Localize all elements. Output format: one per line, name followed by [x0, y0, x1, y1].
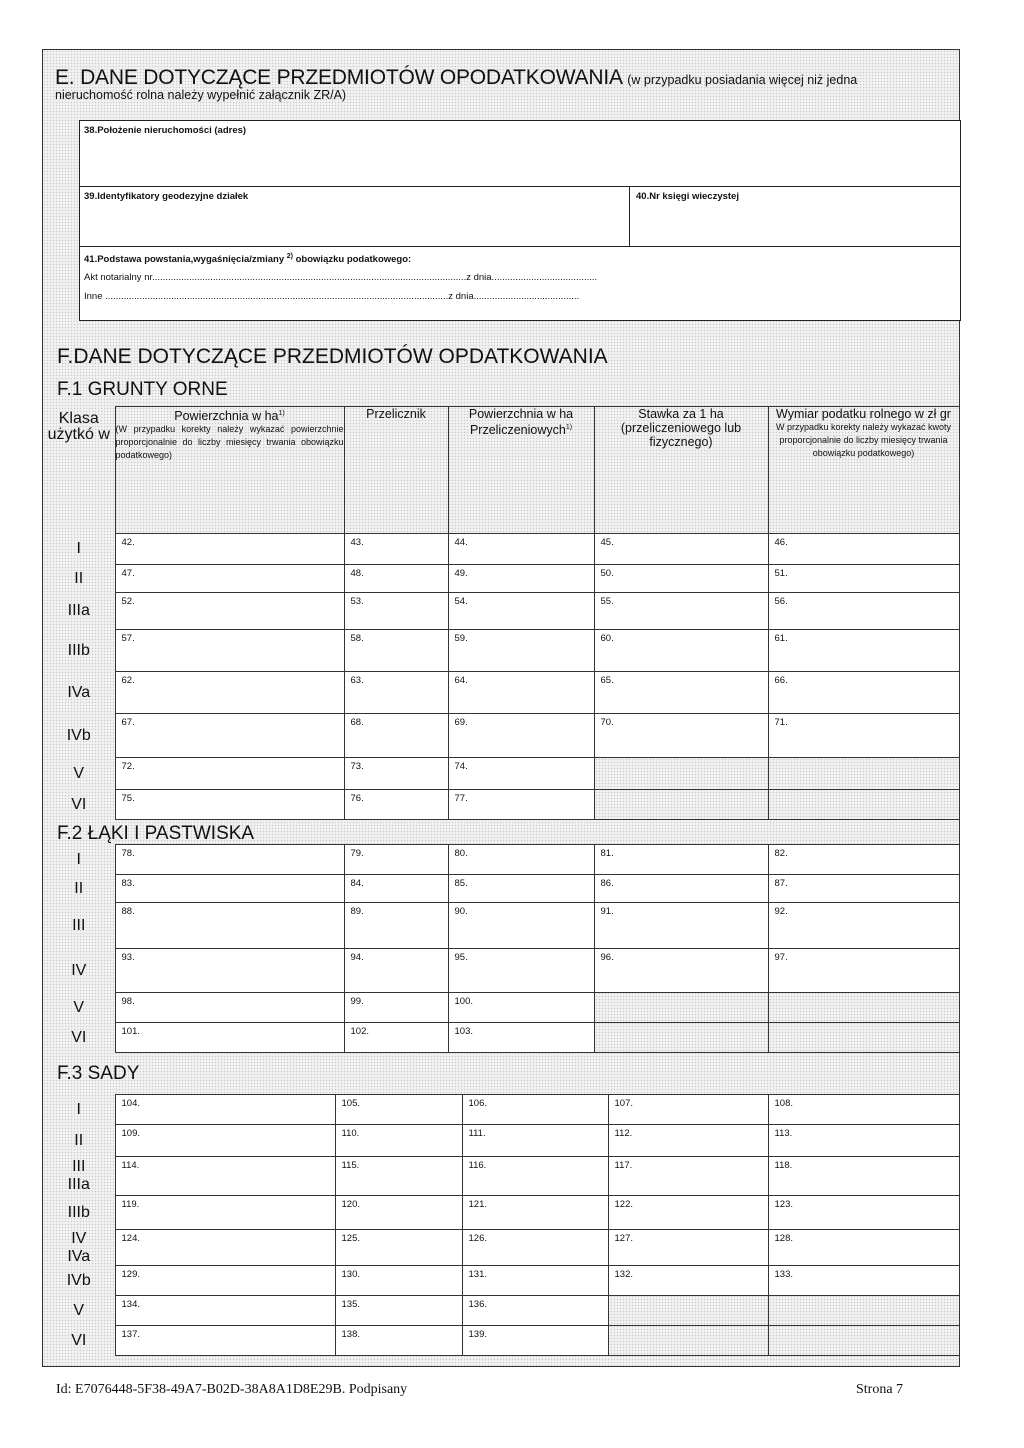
input-cell[interactable]: 120.	[335, 1196, 462, 1230]
klasa-label: III	[72, 916, 86, 934]
input-cell[interactable]: 121.	[462, 1196, 608, 1230]
disabled-cell	[594, 758, 768, 790]
header-stawka-text: Stawka za 1 ha (przeliczeniowego lub fizycznego)	[620, 407, 742, 449]
input-cell[interactable]: 117.	[608, 1157, 768, 1196]
tax-form-page	[42, 49, 960, 1367]
header-powierzchnia-sup: 1)	[278, 410, 285, 417]
input-cell[interactable]: 89.	[344, 903, 448, 949]
input-cell[interactable]: 58.	[344, 630, 448, 672]
input-cell[interactable]: 50.	[594, 565, 768, 593]
input-cell[interactable]: 100.	[448, 993, 594, 1023]
input-cell[interactable]: 78.	[115, 845, 344, 875]
input-cell[interactable]: 123.	[768, 1196, 959, 1230]
disabled-cell	[608, 1326, 768, 1356]
section-e-fields	[79, 120, 961, 321]
disabled-cell	[768, 1296, 959, 1326]
document-id: Id: E7076448-5F38-49A7-B02D-38A8A1D8E29B. Podpisany	[56, 1382, 408, 1397]
input-cell[interactable]: 65.	[594, 672, 768, 714]
input-cell[interactable]: 137.	[115, 1326, 335, 1356]
field-40-box[interactable]	[630, 187, 960, 246]
f1-table	[43, 406, 960, 820]
klasa-label: II	[74, 879, 84, 897]
table-row	[43, 593, 959, 630]
input-cell[interactable]: 42.	[115, 534, 344, 565]
input-cell[interactable]: 107.	[608, 1095, 768, 1125]
input-cell[interactable]: 136.	[462, 1296, 608, 1326]
field-41-label-tail: obowiązku podatkowego:	[295, 254, 412, 266]
input-cell[interactable]: 112.	[608, 1125, 768, 1157]
section-e-subtitle: nieruchomość rolna należy wypełnić załącznik ZR/A)	[55, 88, 347, 102]
table-row	[43, 1296, 959, 1326]
input-cell[interactable]: 86.	[594, 875, 768, 903]
disabled-cell	[594, 993, 768, 1023]
input-cell[interactable]: 110.	[335, 1125, 462, 1157]
input-cell[interactable]: 125.	[335, 1230, 462, 1266]
table-row	[43, 993, 959, 1023]
input-cell[interactable]: 56.	[768, 593, 959, 630]
table-row	[43, 1266, 959, 1296]
header-powierzchnia-text: Powierzchnia w ha	[174, 409, 279, 424]
input-cell[interactable]: 73.	[344, 758, 448, 790]
f1-title: F.1 GRUNTY ORNE	[57, 379, 228, 400]
disabled-cell	[594, 1023, 768, 1053]
input-cell[interactable]: 115.	[335, 1157, 462, 1196]
header-pow-przel-sup: 1)	[565, 424, 573, 431]
input-cell[interactable]: 126.	[462, 1230, 608, 1266]
field-39-box[interactable]	[80, 187, 630, 246]
input-cell[interactable]: 101.	[115, 1023, 344, 1053]
table-row	[43, 949, 959, 993]
table-row	[43, 565, 959, 593]
input-cell[interactable]: 81.	[594, 845, 768, 875]
disabled-cell	[768, 993, 959, 1023]
table-row	[43, 903, 959, 949]
input-cell[interactable]: 127.	[608, 1230, 768, 1266]
input-cell[interactable]: 105.	[335, 1095, 462, 1125]
field-41-label-text: 41.Podstawa powstania,wygaśnięcia/zmiany	[84, 254, 285, 266]
input-cell[interactable]: 131.	[462, 1266, 608, 1296]
input-cell[interactable]: 46.	[768, 534, 959, 565]
disabled-cell	[768, 1023, 959, 1053]
input-cell[interactable]: 102.	[344, 1023, 448, 1053]
akt-notarialny-line[interactable]: Akt notarialny nr.......................................................................................................................z dnia........................................	[84, 272, 598, 283]
input-cell[interactable]: 92.	[768, 903, 959, 949]
input-cell[interactable]: 93.	[115, 949, 344, 993]
input-cell[interactable]: 54.	[448, 593, 594, 630]
table-row	[43, 714, 959, 758]
header-powierzchnia-note: (W przypadku korekty należy wykazać powierzchnie proporcjonalnie do liczby miesięcy trwania obowiązku podatkowego)	[115, 424, 344, 461]
input-cell[interactable]: 118.	[768, 1157, 959, 1196]
input-cell[interactable]: 83.	[115, 875, 344, 903]
header-powierzchnia-title	[116, 407, 344, 423]
input-cell[interactable]: 94.	[344, 949, 448, 993]
f3-table	[43, 1094, 960, 1356]
field-41-box[interactable]	[80, 247, 960, 321]
f2-title: F.2 ŁĄKI I PASTWISKA	[57, 823, 255, 844]
header-powierzchnia	[115, 407, 344, 534]
table-row	[43, 1157, 959, 1196]
page-number: Strona 7	[856, 1382, 904, 1397]
klasa-label: I	[76, 850, 81, 868]
input-cell[interactable]: 61.	[768, 630, 959, 672]
input-cell[interactable]: 111.	[462, 1125, 608, 1157]
input-cell[interactable]: 128.	[768, 1230, 959, 1266]
input-cell[interactable]: 91.	[594, 903, 768, 949]
klasa-label: VI	[71, 795, 87, 813]
header-stawka	[594, 407, 768, 534]
input-cell[interactable]: 113.	[768, 1125, 959, 1157]
disabled-cell	[768, 1326, 959, 1356]
input-cell[interactable]: 130.	[335, 1266, 462, 1296]
input-cell[interactable]: 43.	[344, 534, 448, 565]
table-row	[43, 630, 959, 672]
klasa-label: VI	[71, 1028, 87, 1046]
input-cell[interactable]: 114.	[115, 1157, 335, 1196]
input-cell[interactable]: 116.	[462, 1157, 608, 1196]
input-cell[interactable]: 138.	[335, 1326, 462, 1356]
klasa-label: IIIb	[67, 641, 90, 659]
header-wymiar-text: Wymiar podatku rolnego w zł gr	[776, 407, 951, 421]
input-cell[interactable]: 133.	[768, 1266, 959, 1296]
input-cell[interactable]: 135.	[335, 1296, 462, 1326]
input-cell[interactable]: 85.	[448, 875, 594, 903]
section-f-title: F.DANE DOTYCZĄCE PRZEDMIOTÓW OPDATKOWANIA	[57, 345, 608, 368]
header-pow-przel-text: Powierzchnia w ha Przeliczeniowych	[468, 407, 574, 438]
input-cell[interactable]: 64.	[448, 672, 594, 714]
table-row	[43, 1095, 959, 1125]
klasa-label: V	[73, 764, 85, 782]
input-cell[interactable]: 108.	[768, 1095, 959, 1125]
klasa-label: IIIa	[67, 602, 90, 619]
klasa-label: II	[74, 569, 84, 587]
f2-rows	[43, 845, 959, 1053]
f3-rows	[43, 1095, 959, 1356]
input-cell[interactable]: 132.	[608, 1266, 768, 1296]
klasa-label: III IIIa	[67, 1158, 90, 1193]
input-cell[interactable]: 49.	[448, 565, 594, 593]
inne-line[interactable]: Inne ..................................................................................................................................z dnia........................................	[84, 291, 580, 302]
input-cell[interactable]: 66.	[768, 672, 959, 714]
klasa-label: V	[73, 998, 85, 1016]
klasa-label: IVb	[66, 726, 91, 744]
disabled-cell	[594, 790, 768, 820]
klasa-label: IVb	[66, 1271, 91, 1289]
input-cell[interactable]: 84.	[344, 875, 448, 903]
field-40-label: 40.Nr księgi wieczystej	[636, 191, 739, 202]
field-38-label: 38.Położenie nieruchomości (adres)	[84, 125, 247, 136]
klasa-label: IV	[71, 961, 87, 979]
input-cell[interactable]: 53.	[344, 593, 448, 630]
klasa-label: V	[73, 1301, 85, 1319]
table-row	[43, 790, 959, 820]
field-41-label	[84, 253, 411, 265]
input-cell[interactable]: 97.	[768, 949, 959, 993]
table-row	[43, 1196, 959, 1230]
header-wymiar	[768, 407, 959, 534]
input-cell[interactable]: 90.	[448, 903, 594, 949]
klasa-label: II	[74, 1131, 84, 1149]
input-cell[interactable]: 87.	[768, 875, 959, 903]
field-39-label: 39.Identyfikatory geodezyjne działek	[84, 191, 249, 202]
header-pow-przel-title	[449, 407, 594, 437]
field-41-footnote: 2)	[286, 253, 293, 260]
input-cell[interactable]: 106.	[462, 1095, 608, 1125]
klasa-label: I	[76, 540, 81, 557]
input-cell[interactable]: 80.	[448, 845, 594, 875]
input-cell[interactable]: 52.	[115, 593, 344, 630]
table-row	[43, 672, 959, 714]
f2-table	[43, 844, 960, 1053]
input-cell[interactable]: 109.	[115, 1125, 335, 1157]
input-cell[interactable]: 55.	[594, 593, 768, 630]
klasa-label: VI	[71, 1331, 87, 1349]
header-klasa: Klasa użytkó w	[47, 409, 110, 443]
input-cell[interactable]: 88.	[115, 903, 344, 949]
input-cell[interactable]: 75.	[115, 790, 344, 820]
input-cell[interactable]: 68.	[344, 714, 448, 758]
klasa-label: IV IVa	[67, 1229, 91, 1265]
input-cell[interactable]: 96.	[594, 949, 768, 993]
section-e-title-note: (w przypadku posiadania więcej niż jedna	[627, 73, 858, 87]
input-cell[interactable]: 95.	[448, 949, 594, 993]
table-row	[43, 758, 959, 790]
table-row	[43, 1230, 959, 1266]
input-cell[interactable]: 60.	[594, 630, 768, 672]
klasa-label: I	[76, 1100, 81, 1118]
input-cell[interactable]: 70.	[594, 714, 768, 758]
input-cell[interactable]: 57.	[115, 630, 344, 672]
header-przelicznik	[344, 407, 448, 534]
disabled-cell	[768, 758, 959, 790]
klasa-label: IIIb	[67, 1203, 90, 1221]
table-row	[43, 1023, 959, 1053]
field-38-box[interactable]	[80, 121, 960, 187]
table-row	[43, 845, 959, 875]
header-wymiar-note: W przypadku korekty należy wykazać kwoty proporcjonalnie do liczby miesięcy trwania obowiązku podatkowego)	[775, 422, 952, 458]
input-cell[interactable]: 129.	[115, 1266, 335, 1296]
section-e-title-text: E. DANE DOTYCZĄCE PRZEDMIOTÓW OPODATKOWANIA	[55, 66, 622, 89]
disabled-cell	[608, 1296, 768, 1326]
input-cell[interactable]: 74.	[448, 758, 594, 790]
input-cell[interactable]: 99.	[344, 993, 448, 1023]
table-row	[43, 875, 959, 903]
input-cell[interactable]: 76.	[344, 790, 448, 820]
input-cell[interactable]: 134.	[115, 1296, 335, 1326]
input-cell[interactable]: 59.	[448, 630, 594, 672]
input-cell[interactable]: 82.	[768, 845, 959, 875]
input-cell[interactable]: 62.	[115, 672, 344, 714]
table-row	[43, 1125, 959, 1157]
input-cell[interactable]: 69.	[448, 714, 594, 758]
f1-rows	[43, 534, 959, 820]
f3-title: F.3 SADY	[57, 1063, 140, 1084]
input-cell[interactable]: 119.	[115, 1196, 335, 1230]
table-row	[43, 534, 959, 565]
input-cell[interactable]: 67.	[115, 714, 344, 758]
input-cell[interactable]: 71.	[768, 714, 959, 758]
disabled-cell	[768, 790, 959, 820]
header-przelicznik-text: Przelicznik	[366, 407, 426, 421]
input-cell[interactable]: 45.	[594, 534, 768, 565]
input-cell[interactable]: 79.	[344, 845, 448, 875]
klasa-label: IVa	[67, 683, 91, 701]
table-header-row	[43, 407, 959, 534]
section-e-title	[55, 66, 857, 90]
table-row	[43, 1326, 959, 1356]
input-cell[interactable]: 47.	[115, 565, 344, 593]
input-cell[interactable]: 72.	[115, 758, 344, 790]
header-powierzchnia-przeliczeniowa	[448, 407, 594, 534]
input-cell[interactable]: 48.	[344, 565, 448, 593]
field-39-40-row	[80, 187, 960, 247]
input-cell[interactable]: 63.	[344, 672, 448, 714]
input-cell[interactable]: 51.	[768, 565, 959, 593]
input-cell[interactable]: 122.	[608, 1196, 768, 1230]
input-cell[interactable]: 77.	[448, 790, 594, 820]
input-cell[interactable]: 103.	[448, 1023, 594, 1053]
input-cell[interactable]: 98.	[115, 993, 344, 1023]
input-cell[interactable]: 104.	[115, 1095, 335, 1125]
input-cell[interactable]: 124.	[115, 1230, 335, 1266]
input-cell[interactable]: 44.	[448, 534, 594, 565]
input-cell[interactable]: 139.	[462, 1326, 608, 1356]
